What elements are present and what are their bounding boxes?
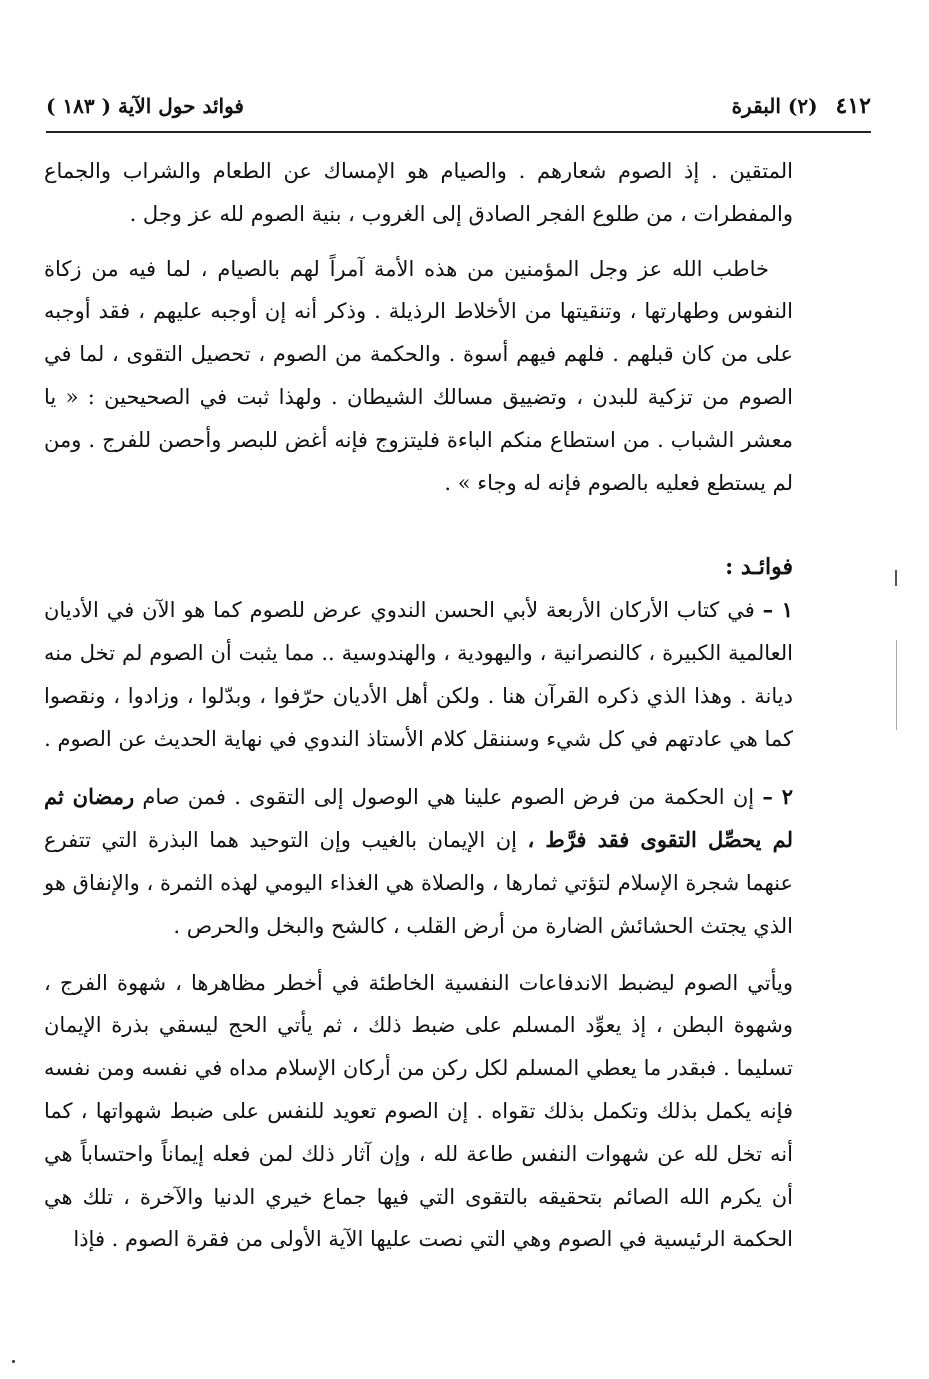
page-body <box>44 150 793 1261</box>
section-heading: فوائـد : <box>725 554 793 581</box>
benefit-1 <box>44 589 793 760</box>
surah-name: (٢) البقرة <box>731 94 818 118</box>
benefit-1-number: ١ – <box>762 597 793 623</box>
header-rule <box>46 131 871 133</box>
benefit-2-text-b: إن الإيمان بالغيب وإن التوحيد هما البذرة التي تتفرع عنهما شجرة الإسلام لتؤتي ثمارها ، والصلاة هي الغذاء اليومي لهذه الثمرة ، والإنفاق هو الذي يجتث الحشائش الضارة من أرض القلب ، كالشح والبخل والحرص . <box>44 828 793 938</box>
header-right <box>732 93 871 119</box>
page-header <box>46 86 871 126</box>
benefit-2 <box>44 776 793 947</box>
benefit-2-text-a: إن الحكمة من فرض الصوم علينا هي الوصول إلى التقوى . فمن صام <box>142 785 755 810</box>
scan-mark <box>895 570 897 586</box>
running-title: فوائد حول الآية ( ١٨٣ ) <box>46 94 244 118</box>
scan-mark <box>896 640 897 730</box>
paragraph-1: المتقين . إذ الصوم شعارهم . والصيام هو الإمساك عن الطعام والشراب والجماع والمفطرات ، من طلوع الفجر الصادق إلى الغروب ، بنية الصوم لله عز وجل . <box>44 159 793 226</box>
paragraph-3: ويأتي الصوم ليضبط الاندفاعات النفسية الخاطئة في أخطر مظاهرها ، شهوة الفرج ، وشهوة البطن ، إذ يعوِّد المسلم على ضبط ذلك ، ثم يأتي الحج ليسقي بذرة الإيمان تسليما . فبقدر ما يعطي المسلم لكل ركن من أركان الإسلام مداه في نفسه ومن نفسه فإنه يكمل بذلك وتكمل بذلك تقواه . إن الصوم تعويد للنفس على ضبط شهواتها ، كما أنه تخل لله عن شهوات النفس طاعة لله ، وإن آثار ذلك لمن فعله إيماناً واحتساباً هي أن يكرم الله الصائم بتحقيقه بالتقوى التي فيها جماع خيري الدنيا والآخرة ، تلك هي الحكمة الرئيسية في الصوم وهي التي نصت عليها الآية الأولى من فقرة الصوم . فإذا <box>44 970 793 1252</box>
benefit-2-number: ٢ – <box>762 784 793 810</box>
page-number: ٤١٢ <box>835 93 871 119</box>
scan-speck <box>12 1360 15 1363</box>
paragraph-2: خاطب الله عز وجل المؤمنين من هذه الأمة آمراً لهم بالصيام ، لما فيه من زكاة النفوس وطهارتها ، وتنقيتها من الأخلاط الرذيلة . وذكر أنه إن أوجبه عليهم ، فقد أوجبه على من كان قبلهم . فلهم فيهم أسوة . والحكمة من الصوم ، تحصيل التقوى ، لما في الصوم من تزكية للبدن ، وتضييق مسالك الشيطان . ولهذا ثبت في الصحيحين : « يا معشر الشباب . من استطاع منكم الباءة فليتزوج فإنه أغض للبصر وأحصن للفرج . ومن لم يستطع فعليه بالصوم فإنه له وجاء » . <box>44 256 793 495</box>
benefit-2-bold: رمضان ثم لم يحصِّل التقوى فقد فرَّط ، <box>44 784 793 853</box>
benefit-1-text: في كتاب الأركان الأربعة لأبي الحسن الندوي عرض للصوم كما هو الآن في الأديان العالمية الكبيرة ، كالنصرانية ، واليهودية ، والهندوسية .. مما يثبت أن الصوم لم تخل منه ديانة . وهذا الذي ذكره القرآن هنا . ولكن أهل الأديان حرّفوا ، وبدّلوا ، وزادوا ، ونقصوا كما هي عادتهم في كل شيء وسننقل كلام الأستاذ الندوي في نهاية الحديث عن الصوم . <box>44 598 793 751</box>
